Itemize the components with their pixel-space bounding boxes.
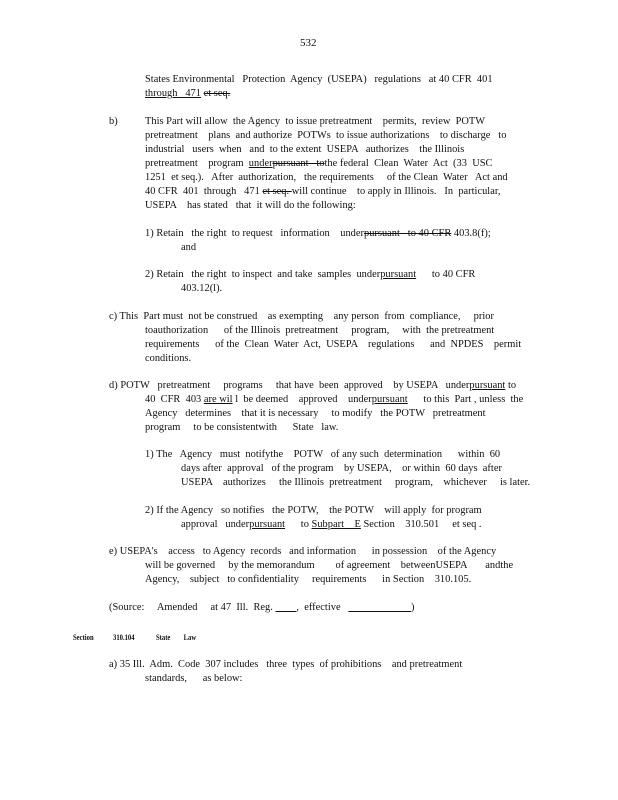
text-segment: under	[348, 394, 372, 405]
clause-d-line-3: Agency determines that it is necessary to modify the POTW pretreatment	[145, 408, 486, 419]
inserted-text: Subpart E	[311, 519, 361, 530]
deleted-text: pursuant to	[272, 158, 325, 169]
clause-c-line-1: c) This Part must not be construed as exempting any person from compliance, prior	[109, 311, 494, 322]
clause-e-line-2: will be governed by the memorandum of agreement betweenUSEPA andthe	[145, 560, 514, 571]
text-segment: d) POTW pretreatment programs that have been approved by USEPA under	[109, 380, 470, 391]
clause-b-item-1	[145, 227, 491, 240]
clause-b-label: b)	[109, 116, 118, 127]
clause-c-line-4: conditions.	[145, 353, 192, 364]
deleted-text: et seq.	[262, 186, 292, 197]
text-segment: , effective	[296, 602, 349, 613]
source-note	[109, 601, 415, 614]
intro-line-2	[145, 87, 230, 100]
clause-b-line-6	[145, 185, 501, 198]
deleted-text: pursuant to 40 CFR	[363, 228, 452, 239]
text-segment: to 40 CFR	[416, 269, 476, 280]
blank-field: ____________	[348, 602, 412, 613]
text-segment: 1) Retain the right to request information under	[145, 228, 364, 239]
clause-b-line-4	[145, 157, 492, 170]
section-clause-a-line-2: standards, as below:	[145, 673, 243, 684]
text-segment: 40 CFR 401 through 471	[145, 186, 263, 197]
text-segment: Section 310.501 et seq .	[360, 519, 482, 530]
clause-c-line-3: requirements of the Clean Water Act, USEPA regulations and NPDES permit	[145, 339, 522, 350]
clause-b-line-5: 1251 et seq.). After authorization, the requirements of the Clean Water Act and	[145, 172, 508, 183]
text-segment: (Source: Amended at 47 Ill. Reg.	[109, 602, 276, 613]
intro-inserted-text: through 471	[145, 88, 201, 99]
text-segment: to	[285, 519, 312, 530]
clause-e-line-1: e) USEPA's access to Agency records and information in possession of the Agency	[109, 546, 497, 557]
text-segment: to this Part , unless the	[407, 394, 524, 405]
clause-d-line-1	[109, 379, 516, 392]
clause-b-line-7: USEPA has stated that it will do the following:	[145, 200, 356, 211]
inserted-text: pursuant	[380, 269, 417, 280]
inserted-text: pursuant	[371, 394, 408, 405]
clause-d-item-1-line-1: 1) The Agency must notifythe POTW of any such determination within 60	[145, 449, 501, 460]
text-segment: pretreatment program	[145, 158, 249, 169]
clause-b-line-3: industrial users when and to the extent USEPA authorizes the Illinois	[145, 144, 465, 155]
page-number: 532	[300, 37, 317, 49]
clause-b-item-1-cont: and	[181, 242, 197, 253]
intro-line-1: States Environmental Protection Agency (USEPA) regulations at 40 CFR 401	[145, 74, 493, 85]
text-segment: l be deemed approved	[232, 394, 348, 405]
clause-b-item-2-cont: 403.12(l).	[181, 283, 223, 294]
text-segment: under	[225, 519, 250, 530]
clause-b-item-2	[145, 268, 475, 281]
clause-e-line-3: Agency, subject to confidentiality requirements in Section 310.105.	[145, 574, 472, 585]
clause-d-item-2-line-1: 2) If the Agency so notifies the POTW, the POTW will apply for program	[145, 505, 482, 516]
text-segment: approval	[181, 519, 226, 530]
intro-deleted-text: et seq.	[203, 88, 231, 99]
blank-field: ____	[275, 602, 297, 613]
section-title: State Law	[156, 632, 197, 642]
section-clause-a-line-1: a) 35 Ill. Adm. Code 307 includes three types of prohibitions and pretreatment	[109, 659, 463, 670]
deleted-underlined-text: under	[248, 158, 273, 169]
text-segment: the federal Clean Water Act (33 USC	[324, 158, 493, 169]
inserted-text: are wil	[203, 394, 233, 405]
clause-b-line-2: pretreatment plans and authorize POTWs to issue authorizations to discharge to	[145, 130, 507, 141]
text-segment: 2) Retain the right to inspect and take samples under	[145, 269, 381, 280]
text-segment: )	[411, 602, 415, 613]
text-segment: 40 CFR 403	[145, 394, 204, 405]
text-segment: will continue to apply in Illinois. In particular,	[291, 186, 501, 197]
text-segment: to	[505, 380, 517, 391]
clause-d-line-4: program to be consistentwith State law.	[145, 422, 339, 433]
clause-c-line-2: toauthorization of the Illinois pretreatment program, with the pretreatment	[145, 325, 495, 336]
inserted-text: pursuant	[249, 519, 286, 530]
clause-d-item-1-line-2: days after approval of the program by USEPA, or within 60 days after	[181, 463, 502, 474]
section-number: 310.104	[113, 632, 135, 642]
clause-b-line-1: This Part will allow the Agency to issue pretreatment permits, review POTW	[145, 116, 486, 127]
section-label: Section	[73, 632, 94, 642]
clause-d-item-2-line-2	[181, 518, 482, 531]
clause-d-item-1-line-3: USEPA authorizes the Illinois pretreatment program, whichever is later.	[181, 477, 531, 488]
text-segment: 403.8(f);	[451, 228, 491, 239]
inserted-text: pursuant	[469, 380, 506, 391]
clause-d-line-2	[145, 393, 523, 406]
